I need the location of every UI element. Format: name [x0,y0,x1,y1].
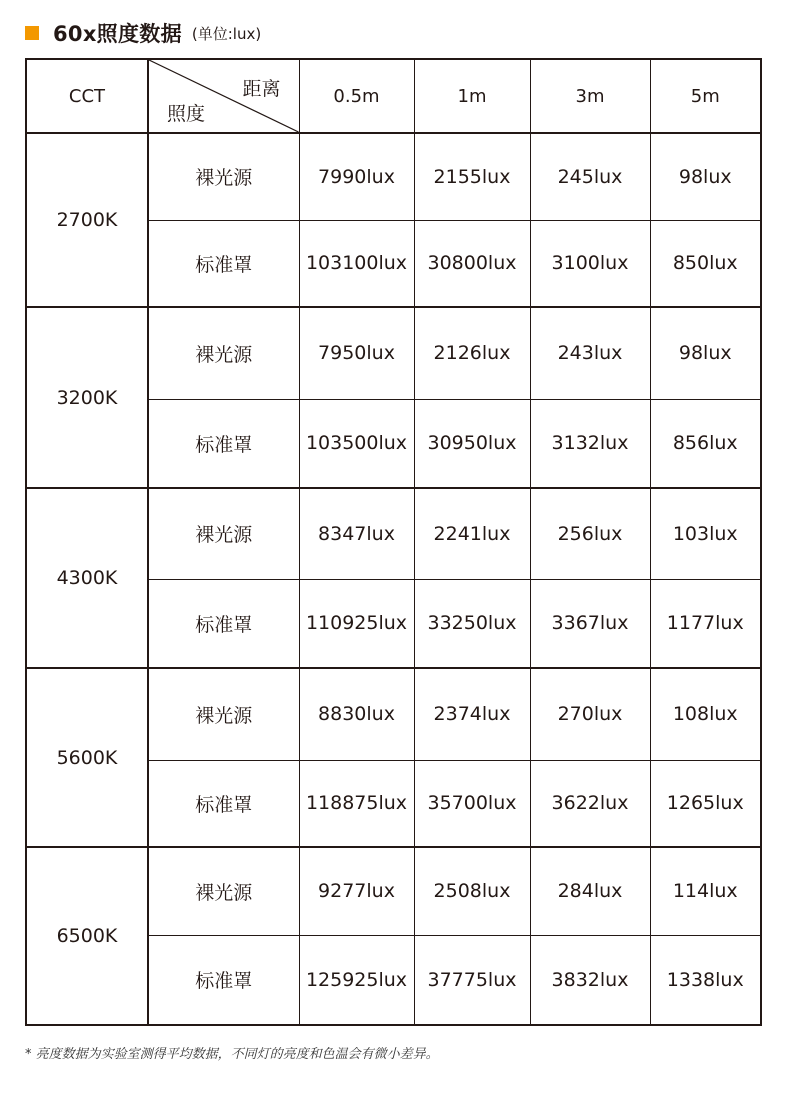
cct-value: 5600K [26,668,148,847]
table-row [26,307,761,399]
lux-value: 125925lux [299,935,414,1025]
lux-value: 3367lux [530,579,650,668]
lux-value: 7950lux [299,307,414,399]
illuminance-table [25,58,762,1026]
distance-column-header: 3m [530,59,650,133]
lux-value: 3132lux [530,399,650,488]
cct-header: CCT [26,59,148,133]
lux-value: 243lux [530,307,650,399]
cct-value: 2700K [26,133,148,307]
table-row [26,847,761,935]
lux-value: 98lux [650,307,761,399]
lux-value: 8347lux [299,488,414,579]
lux-value: 850lux [650,220,761,307]
lux-value: 103500lux [299,399,414,488]
lux-value: 256lux [530,488,650,579]
light-type: 裸光源 [148,133,299,220]
lux-value: 2374lux [414,668,530,760]
header-row [26,59,761,133]
unit-label: (单位:lux) [191,24,262,43]
lux-value: 7990lux [299,133,414,220]
lux-value: 270lux [530,668,650,760]
page-title: 60x照度数据 [53,22,182,46]
lux-value: 103100lux [299,220,414,307]
cct-value: 4300K [26,488,148,668]
table-row [26,668,761,760]
lux-value: 30800lux [414,220,530,307]
lux-value: 2126lux [414,307,530,399]
lux-value: 245lux [530,133,650,220]
light-type: 裸光源 [148,847,299,935]
title-square-icon [25,26,39,40]
lux-value: 856lux [650,399,761,488]
lux-value: 1177lux [650,579,761,668]
lux-value: 98lux [650,133,761,220]
lux-value: 114lux [650,847,761,935]
lux-value: 110925lux [299,579,414,668]
light-type: 裸光源 [148,668,299,760]
lux-value: 2155lux [414,133,530,220]
table-row [26,133,761,220]
lux-value: 2241lux [414,488,530,579]
lux-value: 1338lux [650,935,761,1025]
distance-column-header: 5m [650,59,761,133]
cct-value: 3200K [26,307,148,488]
light-type: 标准罩 [148,760,299,847]
lux-value: 108lux [650,668,761,760]
light-type: 裸光源 [148,488,299,579]
lux-value: 30950lux [414,399,530,488]
lux-value: 118875lux [299,760,414,847]
title-bar [25,18,261,48]
lux-value: 2508lux [414,847,530,935]
light-type: 标准罩 [148,579,299,668]
lux-value: 1265lux [650,760,761,847]
light-type: 标准罩 [148,935,299,1025]
light-type: 标准罩 [148,220,299,307]
lux-value: 3622lux [530,760,650,847]
distance-column-header: 0.5m [299,59,414,133]
light-type: 裸光源 [148,307,299,399]
table-row [26,488,761,579]
diagonal-header-cell [148,59,299,133]
lux-value: 3100lux [530,220,650,307]
cct-value: 6500K [26,847,148,1025]
lux-value: 37775lux [414,935,530,1025]
lux-value: 3832lux [530,935,650,1025]
lux-value: 35700lux [414,760,530,847]
lux-value: 9277lux [299,847,414,935]
lux-value: 103lux [650,488,761,579]
lux-value: 33250lux [414,579,530,668]
lux-value: 284lux [530,847,650,935]
illuminance-header: 照度 [167,103,206,125]
lux-value: 8830lux [299,668,414,760]
footnote: * 亮度数据为实验室测得平均数据，不同灯的亮度和色温会有微小差异。 [25,1047,439,1062]
light-type: 标准罩 [148,399,299,488]
table-body [26,59,761,1025]
distance-column-header: 1m [414,59,530,133]
distance-header: 距离 [242,78,281,100]
